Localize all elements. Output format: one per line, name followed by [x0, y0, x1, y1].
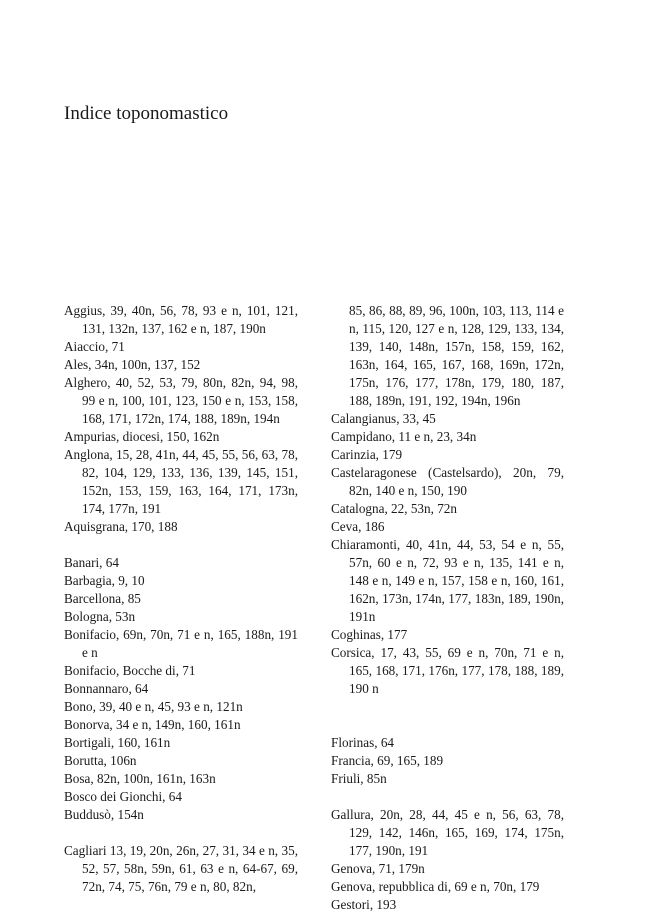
page-title: Indice toponomastico	[64, 103, 229, 124]
index-entry: Ceva, 186	[331, 519, 385, 534]
index-entry: Castelaragonese (Castelsardo), 20n, 79, 82n, 140 e n, 150, 190	[331, 465, 564, 498]
index-entry: Gallura, 20n, 28, 44, 45 e n, 56, 63, 78, 129, 142, 146n, 165, 169, 174, 175n, 177, 190n, 191	[331, 807, 564, 858]
index-entry: Ales, 34n, 100n, 137, 152	[64, 357, 201, 372]
index-entry: Bosa, 82n, 100n, 161n, 163n	[64, 771, 216, 786]
index-entry: Aiaccio, 71	[64, 339, 125, 354]
index-entry: Bonnannaro, 64	[64, 681, 149, 696]
index-entry: Barcellona, 85	[64, 591, 141, 606]
index-entry: Genova, 71, 179n	[331, 861, 425, 876]
index-entry: Carinzia, 179	[331, 447, 403, 462]
index-entry: Bortigali, 160, 161n	[64, 735, 171, 750]
section-gap	[331, 698, 564, 716]
index-entry: Friuli, 85n	[331, 771, 387, 786]
index-entry: Bosco dei Gionchi, 64	[64, 789, 182, 804]
index-entry: Bonifacio, Bocche di, 71	[64, 663, 196, 678]
section-gap	[64, 536, 298, 554]
index-entry: Alghero, 40, 52, 53, 79, 80n, 82n, 94, 98, 99 e n, 100, 101, 123, 150 e n, 153, 158, 168, 171, 172n, 174, 188, 189n, 194n	[64, 375, 298, 426]
section-gap	[64, 824, 298, 842]
index-entry: Catalogna, 22, 53n, 72n	[331, 501, 457, 516]
section-gap	[331, 716, 564, 734]
section-gap	[331, 788, 564, 806]
index-entry: Aggius, 39, 40n, 56, 78, 93 e n, 101, 121, 131, 132n, 137, 162 e n, 187, 190n	[64, 303, 298, 336]
index-entry: Anglona, 15, 28, 41n, 44, 45, 55, 56, 63, 78, 82, 104, 129, 133, 136, 139, 145, 151, 152n, 153, 159, 163, 164, 171, 173n, 174, 177n, 191	[64, 447, 298, 516]
index-column-right	[331, 302, 564, 914]
index-entry: Bologna, 53n	[64, 609, 136, 624]
index-entry: Bonorva, 34 e n, 149n, 160, 161n	[64, 717, 241, 732]
index-entry: Corsica, 17, 43, 55, 69 e n, 70n, 71 e n, 165, 168, 171, 176n, 177, 178, 188, 189, 190 n	[331, 645, 564, 696]
index-entry: Florinas, 64	[331, 735, 395, 750]
index-entry: Cagliari 13, 19, 20n, 26n, 27, 31, 34 e n, 35, 52, 57, 58n, 59n, 61, 63 e n, 64-67, 69, 72n, 74, 75, 76n, 79 e n, 80, 82n,	[64, 843, 298, 894]
index-entry: Borutta, 106n	[64, 753, 137, 768]
index-entry: Calangianus, 33, 45	[331, 411, 436, 426]
index-entry: Campidano, 11 e n, 23, 34n	[331, 429, 477, 444]
index-entry: Genova, repubblica di, 69 e n, 70n, 179	[331, 879, 540, 894]
index-entry: Bono, 39, 40 e n, 45, 93 e n, 121n	[64, 699, 243, 714]
index-column-left	[64, 302, 298, 896]
index-entry: Banari, 64	[64, 555, 119, 570]
index-entry: Buddusò, 154n	[64, 807, 144, 822]
index-entry: Barbagia, 9, 10	[64, 573, 145, 588]
index-entry: Bonifacio, 69n, 70n, 71 e n, 165, 188n, 191 e n	[64, 627, 298, 660]
index-entry: Chiaramonti, 40, 41n, 44, 53, 54 e n, 55, 57n, 60 e n, 72, 93 e n, 135, 141 e n, 148 e n, 149 e n, 157, 158 e n, 160, 161, 162n, 173n, 174n, 177, 183n, 189, 190n, 191n	[331, 537, 564, 624]
index-entry: Ampurias, diocesi, 150, 162n	[64, 429, 220, 444]
index-entry: Gestori, 193	[331, 897, 397, 912]
index-entry: Aquisgrana, 170, 188	[64, 519, 178, 534]
index-entry: Coghinas, 177	[331, 627, 408, 642]
index-entry: Francia, 69, 165, 189	[331, 753, 444, 768]
index-entry-continuation: 85, 86, 88, 89, 96, 100n, 103, 113, 114 e n, 115, 120, 127 e n, 128, 129, 133, 134, 139, 140, 148n, 157n, 158, 159, 162, 163n, 164, 165, 167, 168, 169n, 172n, 175n, 176, 177, 178n, 179, 180, 187, 188, 189n, 191, 192, 194n, 196n	[349, 303, 564, 408]
